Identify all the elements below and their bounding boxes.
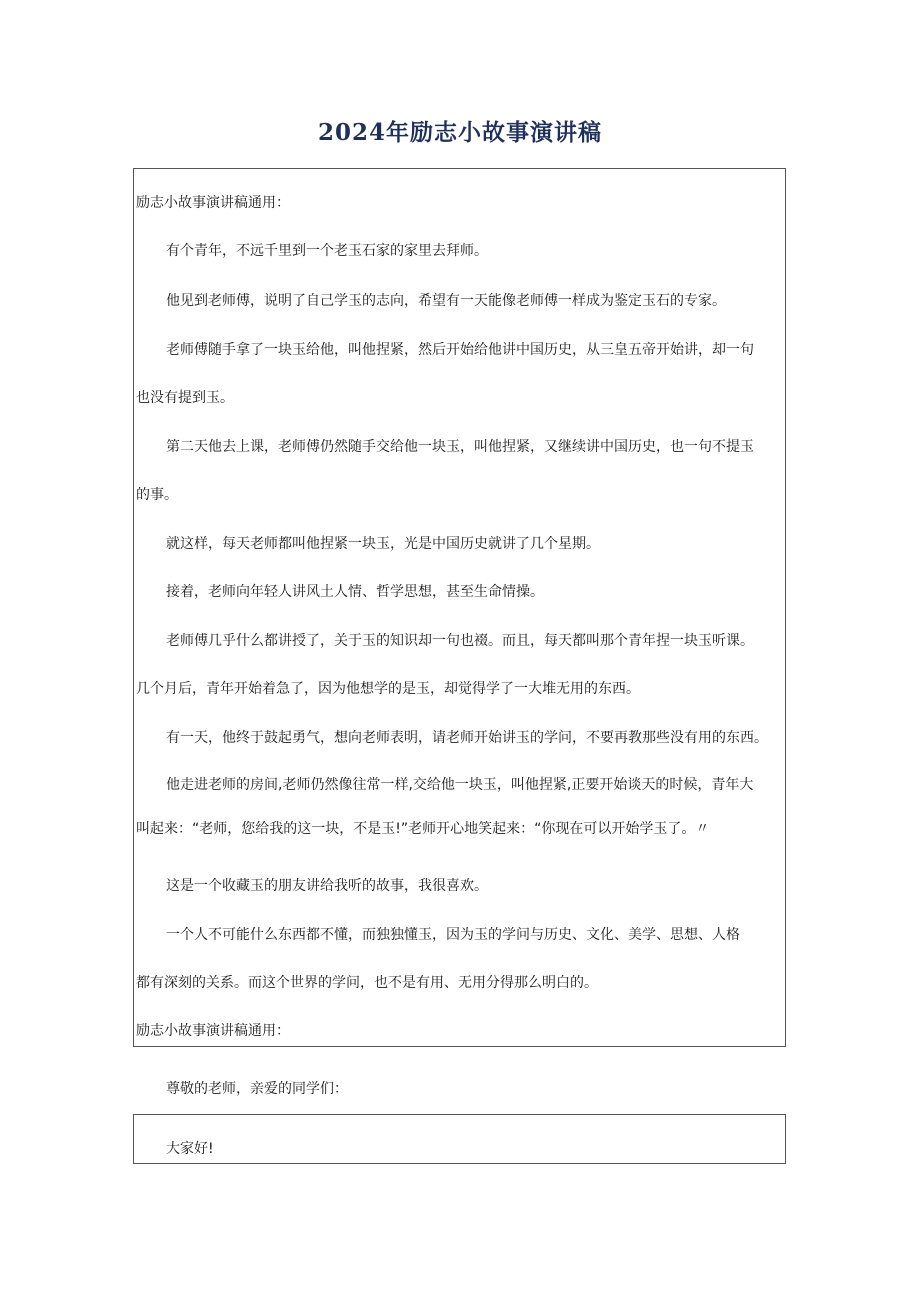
paragraph-line: 几个月后，青年开始着急了，因为他想学的是玉，却觉得学了一大堆无用的东西。 <box>136 681 640 697</box>
paragraph-line: 就这样，每天老师都叫他捏紧一块玉，光是中国历史就讲了几个星期。 <box>166 536 600 552</box>
paragraph-line: 都有深刻的关系。而这个世界的学问，也不是有用、无用分得那么明白的。 <box>136 975 598 991</box>
paragraph-line: 他见到老师傅，说明了自己学玉的志向，希望有一天能像老师傅一样成为鉴定玉石的专家。 <box>166 293 726 309</box>
paragraph-line: 接着，老师向年轻人讲风土人情、哲学思想，甚至生命情操。 <box>166 584 544 600</box>
paragraph-line: 老师傅随手拿了一块玉给他，叫他捏紧，然后开始给他讲中国历史，从三皇五帝开始讲，却一句 <box>166 342 754 358</box>
greeting-line: 尊敬的老师，亲爱的同学们： <box>166 1081 348 1097</box>
paragraph-line: 的事。 <box>136 487 178 503</box>
paragraph-line: 他走进老师的房间,老师仍然像往常一样,交给他一块玉，叫他捏紧,正要开始谈天的时候，青年大 <box>166 777 754 793</box>
paragraph-line: 叫起来：“老师，您给我的这一块，不是玉!”老师开心地笑起来：“你现在可以开始学玉了。〃 <box>136 821 710 837</box>
paragraph-line: 也没有提到玉。 <box>136 390 234 406</box>
content-box-2 <box>133 1114 786 1164</box>
paragraph-line: 老师傅几乎什么都讲授了，关于玉的知识却一句也裰。而且，每天都叫那个青年捏一块玉听课。 <box>166 633 754 649</box>
section-heading: 励志小故事演讲稿通用： <box>136 1023 290 1039</box>
paragraph-line: 第二天他去上课，老师傅仍然随手交给他一块玉，叫他捏紧，又继续讲中国历史，也一句不提玉 <box>166 439 754 455</box>
paragraph-line: 有个青年，不远千里到一个老玉石家的家里去拜师。 <box>166 243 488 259</box>
paragraph-line: 一个人不可能什么东西都不懂，而独独懂玉，因为玉的学问与历史、文化、美学、思想、人格 <box>166 927 740 943</box>
paragraph-line: 这是一个收藏玉的朋友讲给我听的故事，我很喜欢。 <box>166 878 488 894</box>
document-title: 2024年励志小故事演讲稿 <box>317 119 602 146</box>
section-heading: 励志小故事演讲稿通用： <box>136 195 290 211</box>
opening-line: 大家好! <box>166 1141 214 1157</box>
paragraph-line: 有一天，他终于鼓起勇气，想向老师表明，请老师开始讲玉的学问，不要再教那些没有用的东西。 <box>166 730 768 746</box>
